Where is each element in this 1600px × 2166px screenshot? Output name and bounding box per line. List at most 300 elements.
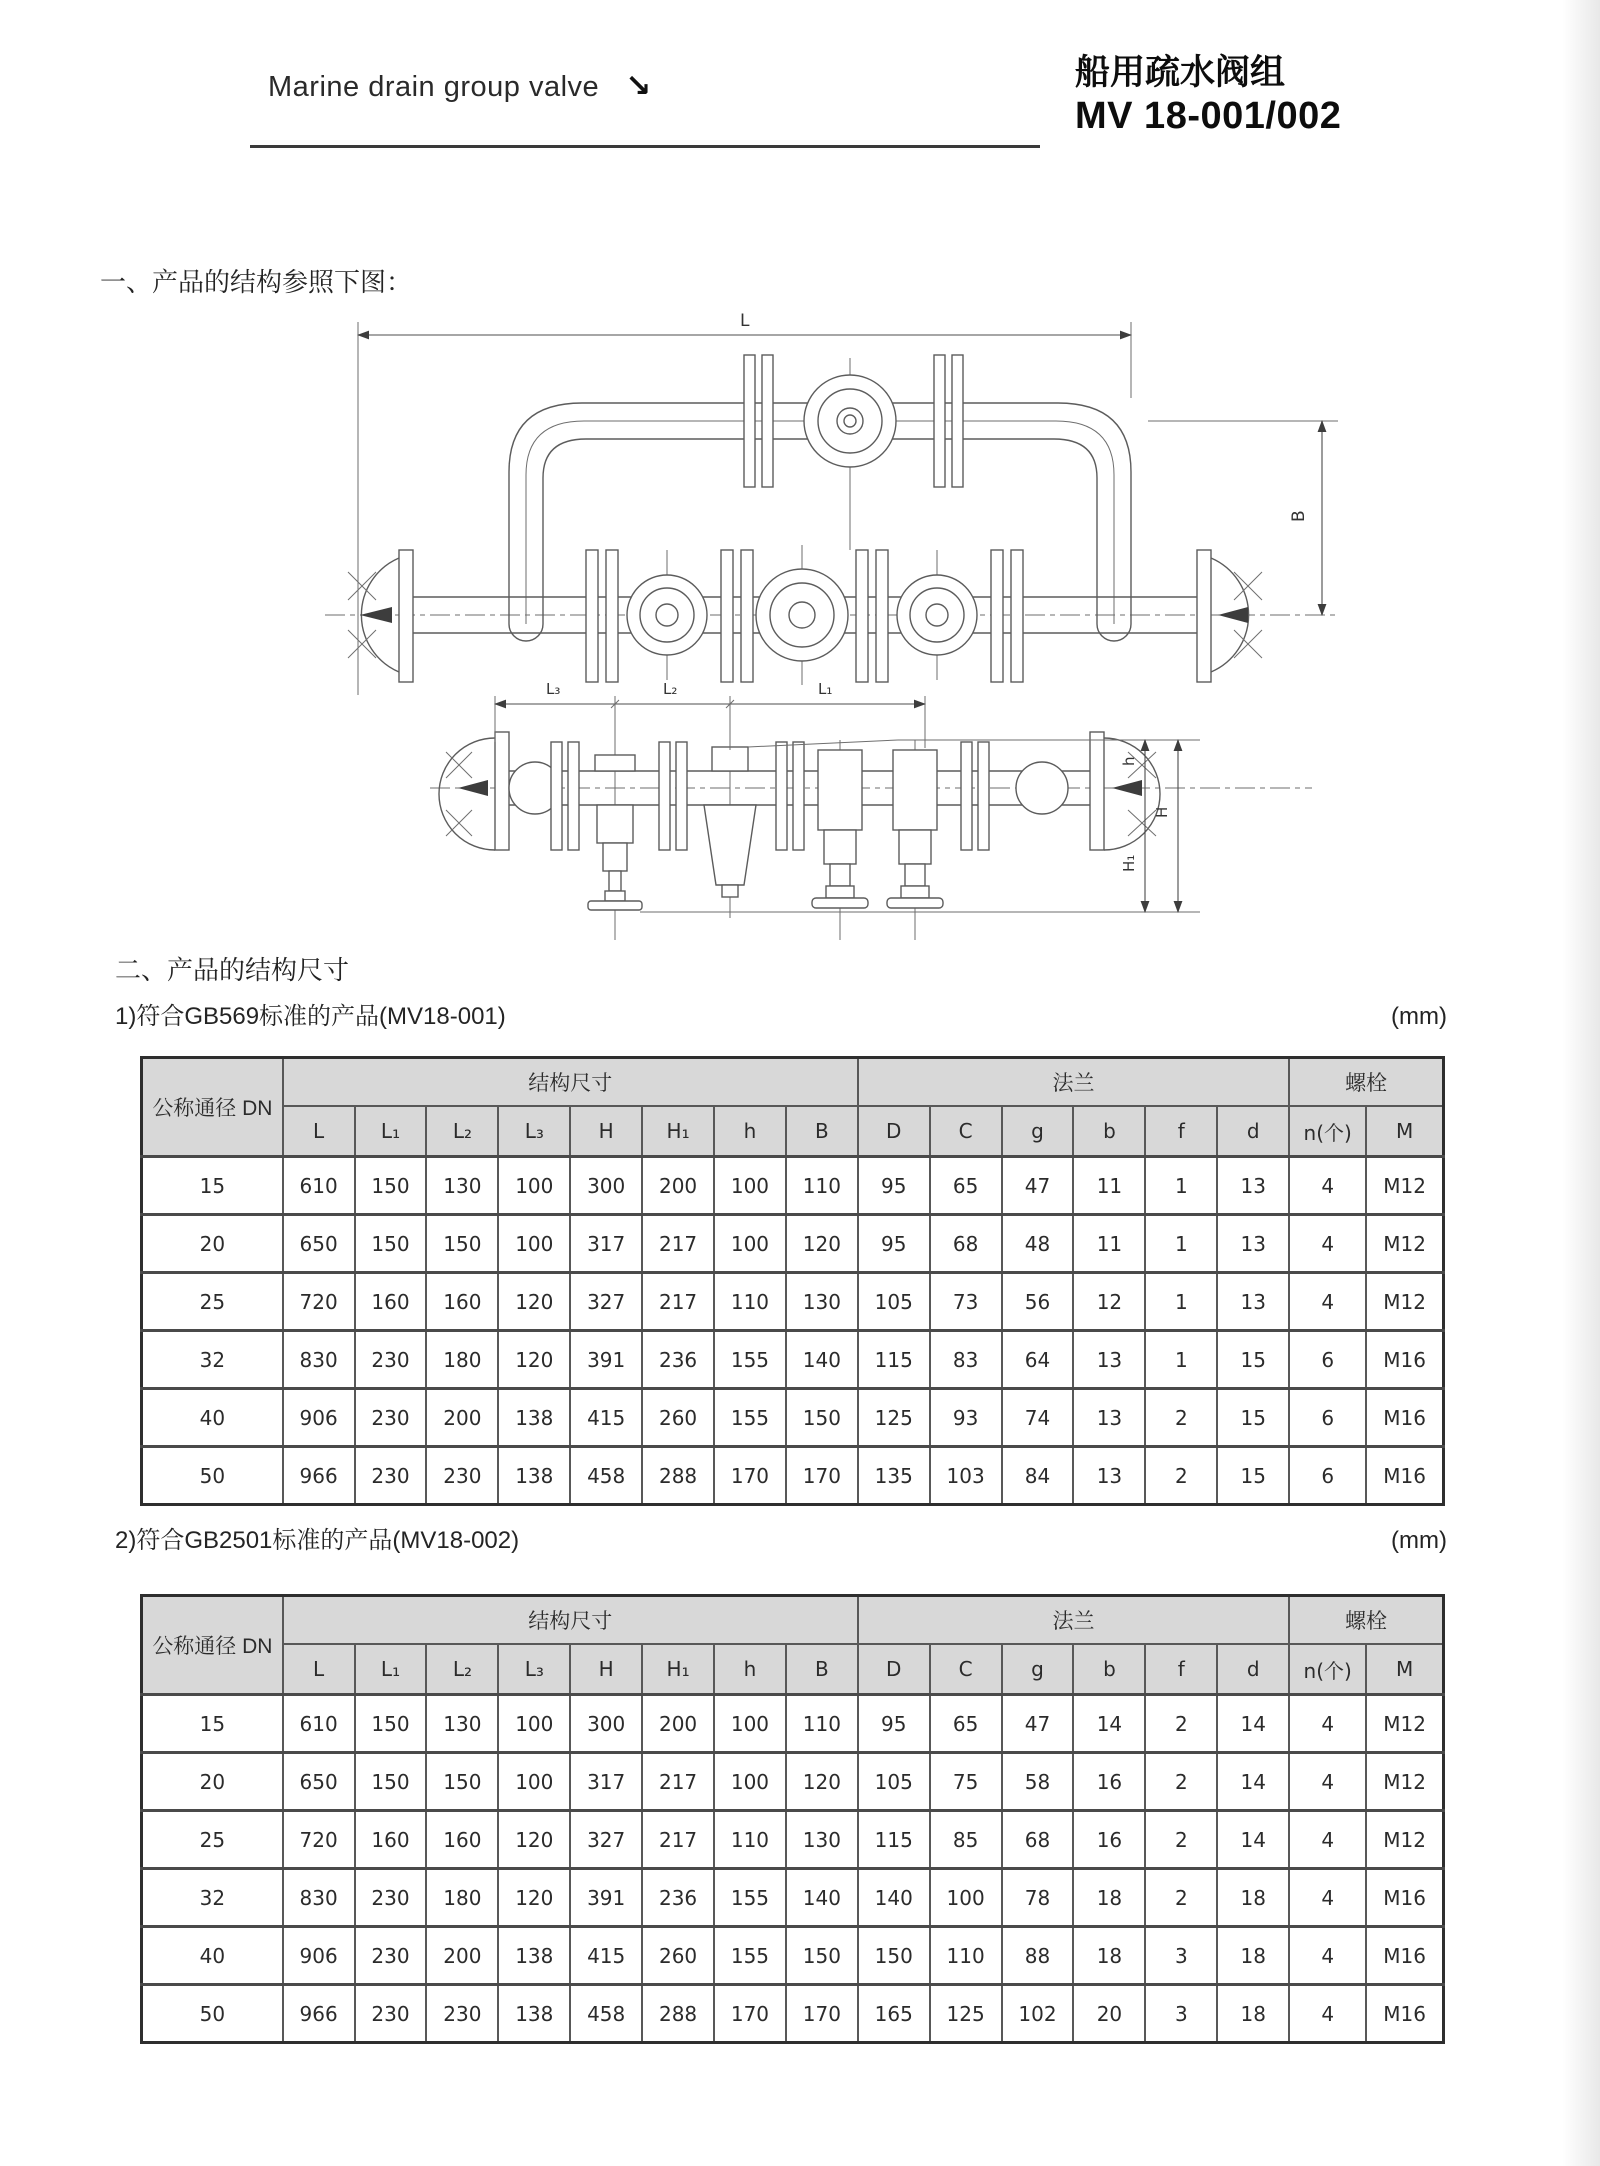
dimension-value: 300 [570,1157,642,1215]
column-header: h [714,1106,786,1157]
column-header: L₃ [498,1106,570,1157]
dn-value: 32 [142,1331,283,1389]
column-header: L₁ [355,1106,427,1157]
dimension-value: 391 [570,1331,642,1389]
dim-label-B: B [1289,510,1309,522]
dimension-value: 13 [1073,1447,1145,1505]
dimension-value: 100 [714,1157,786,1215]
dimension-value: 120 [498,1273,570,1331]
dim-label-h: h [1120,756,1138,766]
dimension-value: 120 [786,1753,858,1811]
dimension-value: 6 [1289,1389,1366,1447]
dimension-value: 650 [283,1753,355,1811]
dimension-value: 100 [714,1753,786,1811]
column-header: L₃ [498,1644,570,1695]
dimension-value: 160 [426,1811,498,1869]
dn-value: 32 [142,1869,283,1927]
dimension-value: 230 [355,1389,427,1447]
dimension-value: 100 [714,1215,786,1273]
dimension-value: 1 [1145,1331,1217,1389]
column-header: C [930,1644,1002,1695]
dim-L3-L2-L1 [495,680,925,750]
flow-arrow [458,780,488,796]
dimension-value: 135 [858,1447,930,1505]
dimension-value: M12 [1366,1811,1443,1869]
table-row [142,1273,1444,1331]
dimension-value: 155 [714,1389,786,1447]
loop-flanges-valve [744,355,963,550]
dimension-value: 170 [714,1985,786,2043]
dimension-value: 95 [858,1215,930,1273]
dimension-value: 160 [355,1811,427,1869]
dimension-value: 170 [786,1985,858,2043]
dimension-value: 14 [1217,1811,1289,1869]
dn-value: 25 [142,1273,283,1331]
dimension-value: 150 [355,1753,427,1811]
dimension-value: 720 [283,1273,355,1331]
dimension-value: 88 [1002,1927,1074,1985]
dimension-value: 95 [858,1157,930,1215]
dimension-value: 65 [930,1157,1002,1215]
dimension-value: 74 [1002,1389,1074,1447]
dimension-value: 64 [1002,1331,1074,1389]
dimension-value: 415 [570,1927,642,1985]
dimension-value: 11 [1073,1215,1145,1273]
column-header: g [1002,1644,1074,1695]
table-row [142,1389,1444,1447]
dimension-value: 14 [1217,1753,1289,1811]
dimension-value: 4 [1289,1215,1366,1273]
dimension-value: 138 [498,1927,570,1985]
dimension-value: 130 [426,1157,498,1215]
dimension-value: 110 [786,1157,858,1215]
dimension-value: 16 [1073,1811,1145,1869]
dimension-value: 415 [570,1389,642,1447]
column-header: n(个) [1289,1644,1366,1695]
dn-value: 50 [142,1447,283,1505]
section1-heading: 一、产品的结构参照下图： [100,267,413,297]
dimension-value: 125 [858,1389,930,1447]
dimension-value: 100 [498,1695,570,1753]
model-number: MV 18-001/002 [1075,95,1342,137]
dimension-value: 150 [786,1927,858,1985]
drain-valve-1 [588,745,642,940]
title-underline [250,145,1040,148]
dimension-value: 2 [1145,1869,1217,1927]
dimension-value: 2 [1145,1753,1217,1811]
dimension-value: 4 [1289,1695,1366,1753]
column-header: L [283,1106,355,1157]
dimension-value: 14 [1217,1695,1289,1753]
dimension-value: 138 [498,1985,570,2043]
dimension-value: 100 [930,1869,1002,1927]
dimension-value: 65 [930,1695,1002,1753]
table2-caption: 2)符合GB2501标准的产品(MV18-002) [115,1527,520,1554]
dimension-value: 130 [786,1273,858,1331]
dimension-value: 68 [930,1215,1002,1273]
dimension-value: M16 [1366,1985,1443,2043]
dimension-value: 391 [570,1869,642,1927]
dimension-value: M16 [1366,1447,1443,1505]
col-group-flange: 法兰 [858,1596,1289,1645]
dim-B [1148,421,1338,615]
dimension-value: 18 [1217,1869,1289,1927]
dimension-value: 95 [858,1695,930,1753]
column-header: L₂ [426,1644,498,1695]
dimension-value: 47 [1002,1157,1074,1215]
dimension-value: 140 [786,1869,858,1927]
dimension-value: 230 [355,1869,427,1927]
dimension-value: 317 [570,1753,642,1811]
dimension-value: 6 [1289,1331,1366,1389]
dimension-value: 830 [283,1331,355,1389]
dimension-value: 6 [1289,1447,1366,1505]
dn-value: 25 [142,1811,283,1869]
table-row [142,1695,1444,1753]
dimension-value: 230 [355,1985,427,2043]
dimension-value: 200 [642,1157,714,1215]
flange [399,550,413,682]
dimension-value: 4 [1289,1811,1366,1869]
column-header: d [1217,1106,1289,1157]
dimension-value: 13 [1217,1157,1289,1215]
section2-heading: 二、产品的结构尺寸 [115,955,350,985]
dn-value: 20 [142,1753,283,1811]
dimension-value: 150 [786,1389,858,1447]
dimension-value: 230 [355,1927,427,1985]
dimension-value: 18 [1073,1927,1145,1985]
dimension-value: 130 [786,1811,858,1869]
bottom-view [430,680,1312,940]
dimension-value: M12 [1366,1157,1443,1215]
col-group-structure: 结构尺寸 [283,1058,858,1107]
dimension-value: 120 [498,1869,570,1927]
dn-value: 40 [142,1389,283,1447]
dimension-value: 12 [1073,1273,1145,1331]
dimension-value: 115 [858,1811,930,1869]
dimension-value: 720 [283,1811,355,1869]
dimension-value: 11 [1073,1157,1145,1215]
dimension-value: 610 [283,1157,355,1215]
dimension-value: 130 [426,1695,498,1753]
dimension-value: 200 [642,1695,714,1753]
dimension-value: 200 [426,1927,498,1985]
dim-label-L: L [740,311,750,331]
dimension-value: 18 [1073,1869,1145,1927]
dimension-value: 830 [283,1869,355,1927]
dimension-value: 18 [1217,1985,1289,2043]
column-header: H [570,1644,642,1695]
dimension-value: 13 [1217,1215,1289,1273]
dimension-value: 200 [426,1389,498,1447]
technical-drawing [300,300,1360,950]
dimension-value: 4 [1289,1927,1366,1985]
dimension-value: 180 [426,1331,498,1389]
dimension-value: 68 [1002,1811,1074,1869]
dimension-value: 150 [355,1215,427,1273]
dimension-value: M12 [1366,1695,1443,1753]
table1-unit: (mm) [1391,1003,1447,1030]
dimension-value: 155 [714,1927,786,1985]
column-header: f [1145,1644,1217,1695]
dimension-value: 288 [642,1985,714,2043]
stop-valve-1 [812,740,868,940]
dimension-value: 150 [426,1215,498,1273]
dimension-value: 650 [283,1215,355,1273]
dimension-value: 100 [498,1157,570,1215]
dimension-value: 110 [714,1273,786,1331]
column-header: L₁ [355,1644,427,1695]
dimension-value: 138 [498,1447,570,1505]
dn-value: 40 [142,1927,283,1985]
dimension-value: 103 [930,1447,1002,1505]
dimension-value: 260 [642,1389,714,1447]
dimension-value: 2 [1145,1695,1217,1753]
column-header: B [786,1644,858,1695]
col-group-bolt: 螺栓 [1289,1596,1443,1645]
dimension-value: 84 [1002,1447,1074,1505]
dimension-value: 93 [930,1389,1002,1447]
dimension-value: 13 [1073,1389,1145,1447]
dimension-value: 3 [1145,1927,1217,1985]
dimension-table-gb569 [140,1056,1445,1506]
dimension-value: 100 [714,1695,786,1753]
column-header: h [714,1644,786,1695]
page-title-en-text: Marine drain group valve [268,71,600,103]
dimension-value: 230 [426,1985,498,2043]
dimension-value: 13 [1217,1273,1289,1331]
flow-arrow [1218,607,1248,623]
dimension-value: 160 [426,1273,498,1331]
dimension-value: 18 [1217,1927,1289,1985]
dn-value: 15 [142,1157,283,1215]
dimension-value: 110 [714,1811,786,1869]
flange [1090,732,1104,850]
dimension-value: 2 [1145,1389,1217,1447]
table2-unit: (mm) [1391,1527,1447,1554]
column-header: f [1145,1106,1217,1157]
table-row [142,1869,1444,1927]
dimension-value: 2 [1145,1811,1217,1869]
dimension-value: 13 [1073,1331,1145,1389]
dn-value: 15 [142,1695,283,1753]
column-header: B [786,1106,858,1157]
table1-caption-row [115,996,1447,1031]
dimension-value: 20 [1073,1985,1145,2043]
column-header: L₂ [426,1106,498,1157]
dim-h-H1-H [1120,740,1178,912]
top-view [325,311,1338,695]
dimension-value: 230 [426,1447,498,1505]
table2-caption-row [115,1520,1447,1555]
column-header: M [1366,1644,1443,1695]
table-row [142,1331,1444,1389]
dimension-value: 110 [786,1695,858,1753]
column-header: L [283,1644,355,1695]
page-title-en [268,68,652,104]
dimension-value: 150 [355,1695,427,1753]
dimension-value: 120 [498,1331,570,1389]
dimension-value: M16 [1366,1927,1443,1985]
dimension-value: 288 [642,1447,714,1505]
dimension-value: 105 [858,1273,930,1331]
dim-label-L3: L₃ [546,680,561,698]
pipe-valves [627,545,977,685]
stop-valve-2 [887,740,943,940]
dimension-value: 100 [498,1215,570,1273]
dimension-value: 4 [1289,1869,1366,1927]
dimension-value: 1 [1145,1215,1217,1273]
column-header: g [1002,1106,1074,1157]
table1-caption: 1)符合GB569标准的产品(MV18-001) [115,1003,506,1030]
dimension-value: 170 [714,1447,786,1505]
dimension-value: 78 [1002,1869,1074,1927]
dimension-value: M12 [1366,1273,1443,1331]
col-group-flange: 法兰 [858,1058,1289,1107]
table-row [142,1811,1444,1869]
table-row [142,1447,1444,1505]
dimension-value: 75 [930,1753,1002,1811]
dimension-value: 4 [1289,1157,1366,1215]
dimension-value: 317 [570,1215,642,1273]
dimension-value: 83 [930,1331,1002,1389]
dimension-value: 4 [1289,1273,1366,1331]
table-row [142,1157,1444,1215]
dimension-value: M16 [1366,1389,1443,1447]
dimension-value: 102 [1002,1985,1074,2043]
valve-assembly-drawing [300,300,1360,950]
dimension-value: 150 [858,1927,930,1985]
dimension-value: 300 [570,1695,642,1753]
dimension-value: 138 [498,1389,570,1447]
right-bell [1104,738,1160,850]
dimension-value: 110 [930,1927,1002,1985]
dimension-value: 100 [498,1753,570,1811]
dimension-value: M16 [1366,1869,1443,1927]
dimension-value: M12 [1366,1215,1443,1273]
dimension-value: 906 [283,1927,355,1985]
dimension-value: 165 [858,1985,930,2043]
dimension-value: 150 [355,1157,427,1215]
dimension-value: 458 [570,1985,642,2043]
dimension-value: 180 [426,1869,498,1927]
column-header: D [858,1644,930,1695]
dimension-value: 4 [1289,1753,1366,1811]
flange [495,732,509,850]
dn-value: 50 [142,1985,283,2043]
dim-label-H: H [1153,806,1171,818]
flange [1197,550,1211,682]
dimension-value: 160 [355,1273,427,1331]
column-header: d [1217,1644,1289,1695]
column-header: H [570,1106,642,1157]
dimension-value: 15 [1217,1389,1289,1447]
dimension-value: 120 [498,1811,570,1869]
column-header: D [858,1106,930,1157]
dimension-value: 327 [570,1811,642,1869]
table-row [142,1215,1444,1273]
dimension-value: 1 [1145,1157,1217,1215]
dimension-value: 230 [355,1331,427,1389]
dimension-value: 260 [642,1927,714,1985]
column-header: n(个) [1289,1106,1366,1157]
dimension-value: 15 [1217,1331,1289,1389]
dim-label-L1: L₁ [818,680,833,698]
dimension-value: 14 [1073,1695,1145,1753]
page-title-cn: 船用疏水阀组 [1075,53,1286,92]
dimension-value: 458 [570,1447,642,1505]
col-group-bolt: 螺栓 [1289,1058,1443,1107]
dimension-value: 236 [642,1869,714,1927]
column-header: b [1073,1644,1145,1695]
dimension-value: 48 [1002,1215,1074,1273]
dim-label-L2: L₂ [663,680,678,698]
dimension-value: 16 [1073,1753,1145,1811]
dimension-value: 3 [1145,1985,1217,2043]
col-group-dn: 公称通径 DN [142,1596,283,1695]
column-header: M [1366,1106,1443,1157]
dimension-value: M12 [1366,1753,1443,1811]
dimension-value: 906 [283,1389,355,1447]
column-header: H₁ [642,1644,714,1695]
dim-label-H1: H₁ [1120,854,1138,872]
flow-arrow [360,607,392,623]
column-header: H₁ [642,1106,714,1157]
dimension-value: 105 [858,1753,930,1811]
dimension-value: 73 [930,1273,1002,1331]
dimension-value: 170 [786,1447,858,1505]
col-group-dn: 公称通径 DN [142,1058,283,1157]
dimension-value: 1 [1145,1273,1217,1331]
dimension-value: 2 [1145,1447,1217,1505]
dimension-value: 217 [642,1215,714,1273]
dimension-value: 155 [714,1869,786,1927]
dimension-value: 217 [642,1753,714,1811]
dimension-value: 966 [283,1447,355,1505]
diagonal-arrow-icon: ↘ [625,68,652,104]
col-group-structure: 结构尺寸 [283,1596,858,1645]
column-header: C [930,1106,1002,1157]
table-row [142,1985,1444,2043]
dimension-value: 115 [858,1331,930,1389]
dimension-value: 120 [786,1215,858,1273]
dimension-table-gb2501 [140,1594,1445,2044]
dimension-value: 327 [570,1273,642,1331]
page-title-cn-block [1075,52,1341,140]
dimension-value: 56 [1002,1273,1074,1331]
dimension-value: 217 [642,1273,714,1331]
dimension-value: 4 [1289,1985,1366,2043]
dimension-value: 236 [642,1331,714,1389]
dimension-value: 58 [1002,1753,1074,1811]
dimension-value: 85 [930,1811,1002,1869]
table-row [142,1927,1444,1985]
dimension-value: 155 [714,1331,786,1389]
dimension-value: 966 [283,1985,355,2043]
dimension-value: 140 [786,1331,858,1389]
dimension-value: 15 [1217,1447,1289,1505]
dimension-value: M16 [1366,1331,1443,1389]
column-header: b [1073,1106,1145,1157]
dn-value: 20 [142,1215,283,1273]
dimension-value: 150 [426,1753,498,1811]
flow-arrow [1112,780,1142,796]
scan-edge-shadow [1562,0,1600,2166]
dimension-value: 125 [930,1985,1002,2043]
dimension-value: 230 [355,1447,427,1505]
dimension-value: 140 [858,1869,930,1927]
dimension-value: 610 [283,1695,355,1753]
